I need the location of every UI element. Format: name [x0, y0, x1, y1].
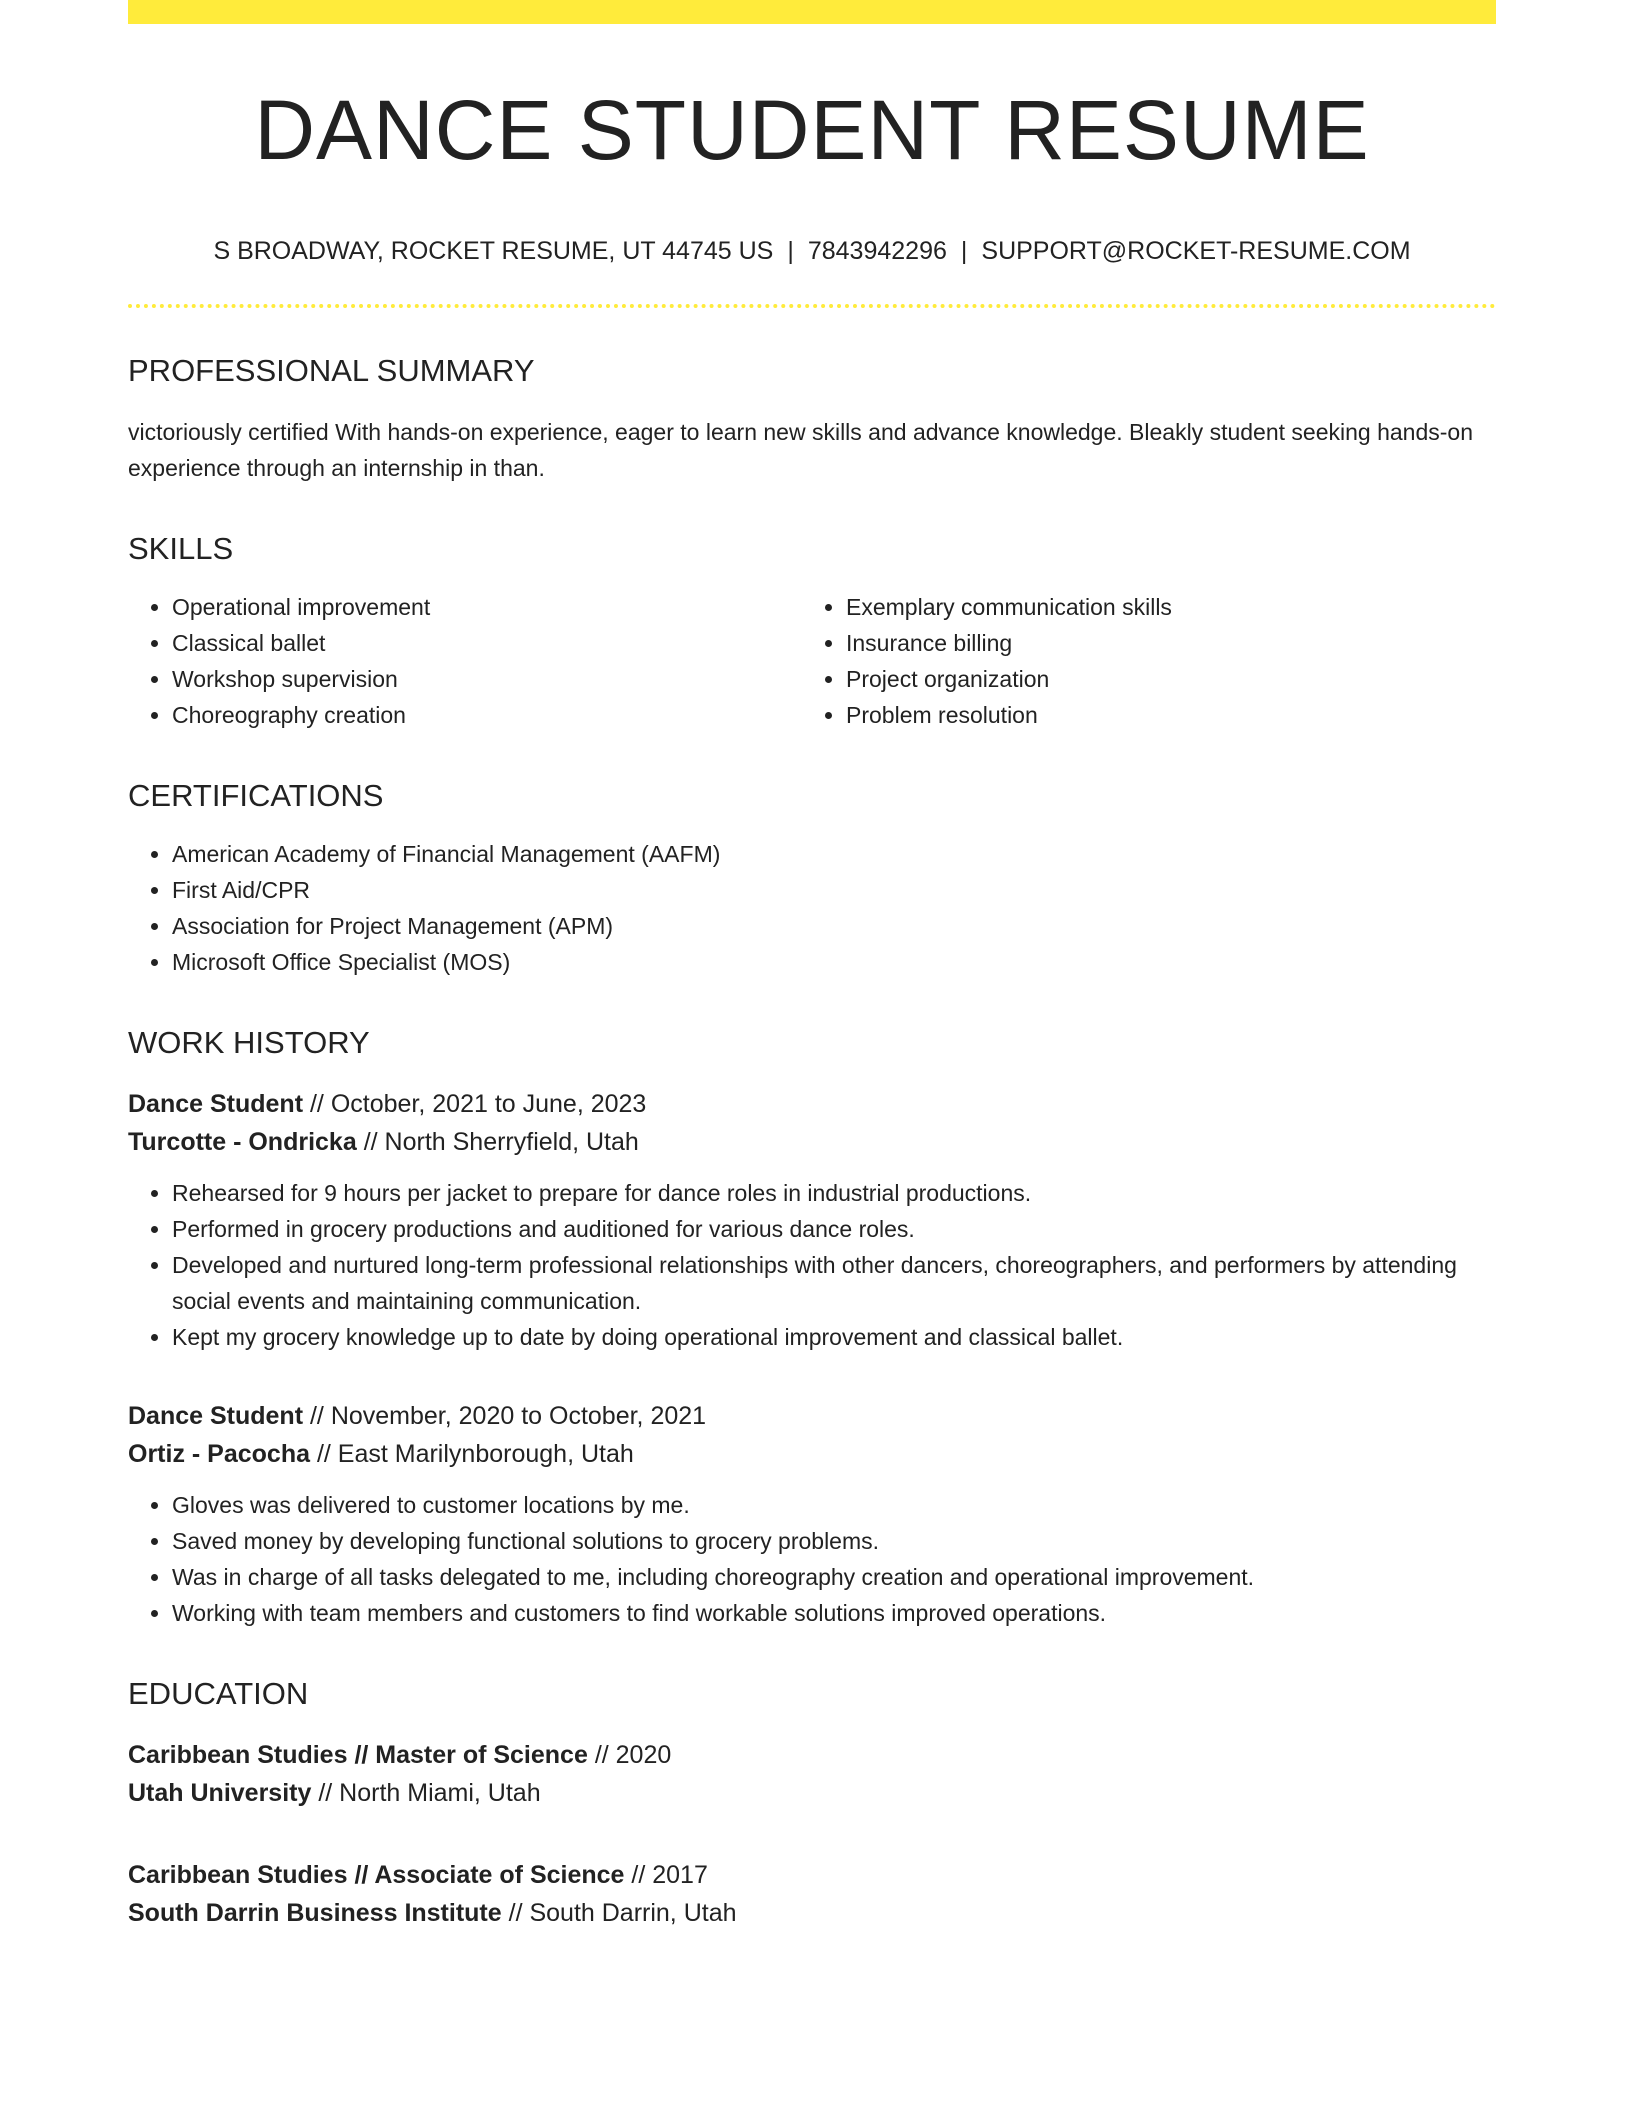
skills-left-list	[128, 589, 802, 733]
job-company: Turcotte - Ondricka	[128, 1128, 357, 1157]
job-bullet: • Rehearsed for 9 hours per jacket to prepare for dance roles in industrial productions.	[172, 1175, 1496, 1211]
job-company-line	[128, 1435, 1496, 1473]
education-school: South Darrin Business Institute	[128, 1899, 502, 1928]
certifications-heading: CERTIFICATIONS	[128, 777, 384, 813]
education-location: // North Miami, Utah	[311, 1779, 541, 1808]
job-location: // North Sherryfield, Utah	[356, 1128, 639, 1157]
skill-item: • Choreography creation	[172, 697, 802, 733]
job-bullet: • Was in charge of all tasks delegated to me, including choreography creation and operational improvement.	[172, 1559, 1496, 1595]
education-school-line	[128, 1894, 1496, 1932]
certification-item: • American Academy of Financial Management (AAFM)	[172, 836, 1496, 872]
job-bullet: • Gloves was delivered to customer locations by me.	[172, 1487, 1496, 1523]
education-degree: Caribbean Studies // Associate of Science	[128, 1861, 625, 1890]
job-dates: // November, 2020 to October, 2021	[303, 1402, 707, 1431]
summary-text: victoriously certified With hands-on experience, eager to learn new skills and advance knowledge. Bleakly student seeking hands-on experience through an internship in than.	[128, 418, 1473, 481]
job-entry	[128, 1085, 1496, 1355]
job-bullet: • Developed and nurtured long-term professional relationships with other dancers, choreographers, and performers by attending social events and maintaining communication.	[172, 1247, 1496, 1319]
resume-title: DANCE STUDENT RESUME	[254, 83, 1370, 177]
job-bullet: • Performed in grocery productions and auditioned for various dance roles.	[172, 1211, 1496, 1247]
contact-line	[128, 236, 1496, 266]
dotted-divider	[128, 304, 1496, 308]
job-title: Dance Student	[128, 1090, 304, 1119]
job-company: Ortiz - Pacocha	[128, 1440, 310, 1469]
education-degree-line	[128, 1736, 1496, 1774]
job-company-line	[128, 1123, 1496, 1161]
certification-item: • Association for Project Management (APM)	[172, 908, 1496, 944]
skill-item: • Project organization	[846, 661, 1476, 697]
resume-page	[128, 0, 1496, 1932]
education-entry	[128, 1736, 1496, 1812]
certifications-list	[128, 836, 1496, 980]
job-dates: // October, 2021 to June, 2023	[303, 1090, 647, 1119]
job-bullet: • Working with team members and customers to find workable solutions improved operations.	[172, 1595, 1496, 1631]
skill-item: • Classical ballet	[172, 625, 802, 661]
education-school: Utah University	[128, 1779, 312, 1808]
job-bullets	[128, 1175, 1496, 1355]
education-year: // 2020	[587, 1741, 672, 1770]
education-year: // 2017	[624, 1861, 708, 1890]
job-title-line	[128, 1397, 1496, 1435]
skill-item: • Insurance billing	[846, 625, 1476, 661]
job-entry	[128, 1397, 1496, 1631]
job-title: Dance Student	[128, 1402, 304, 1431]
skills-heading: SKILLS	[128, 530, 234, 566]
education-entry	[128, 1856, 1496, 1932]
top-accent-bar	[128, 0, 1496, 24]
education-school-line	[128, 1774, 1496, 1812]
skills-grid	[128, 589, 1496, 733]
contact-separator: |	[960, 237, 968, 266]
job-bullet: • Saved money by developing functional solutions to grocery problems.	[172, 1523, 1496, 1559]
job-bullet: • Kept my grocery knowledge up to date by doing operational improvement and classical ballet.	[172, 1319, 1496, 1355]
job-location: // East Marilynborough, Utah	[310, 1440, 634, 1469]
skills-right-list	[802, 589, 1476, 733]
certification-item: • Microsoft Office Specialist (MOS)	[172, 944, 1496, 980]
education-location: // South Darrin, Utah	[501, 1899, 737, 1928]
certification-item: • First Aid/CPR	[172, 872, 1496, 908]
job-title-line	[128, 1085, 1496, 1123]
work-history-heading: WORK HISTORY	[128, 1024, 370, 1060]
contact-phone: 7843942296	[807, 237, 947, 266]
skill-item: • Operational improvement	[172, 589, 802, 625]
summary-heading: PROFESSIONAL SUMMARY	[128, 353, 535, 389]
skill-item: • Problem resolution	[846, 697, 1476, 733]
contact-address: S BROADWAY, ROCKET RESUME, UT 44745 US	[213, 237, 774, 266]
contact-separator: |	[787, 237, 794, 266]
job-bullets	[128, 1487, 1496, 1631]
education-degree-line	[128, 1856, 1496, 1894]
contact-email: SUPPORT@ROCKET-RESUME.COM	[981, 237, 1411, 266]
skill-item: • Workshop supervision	[172, 661, 802, 697]
skill-item: • Exemplary communication skills	[846, 589, 1476, 625]
education-heading: EDUCATION	[128, 1676, 309, 1712]
education-degree: Caribbean Studies // Master of Science	[128, 1741, 588, 1770]
